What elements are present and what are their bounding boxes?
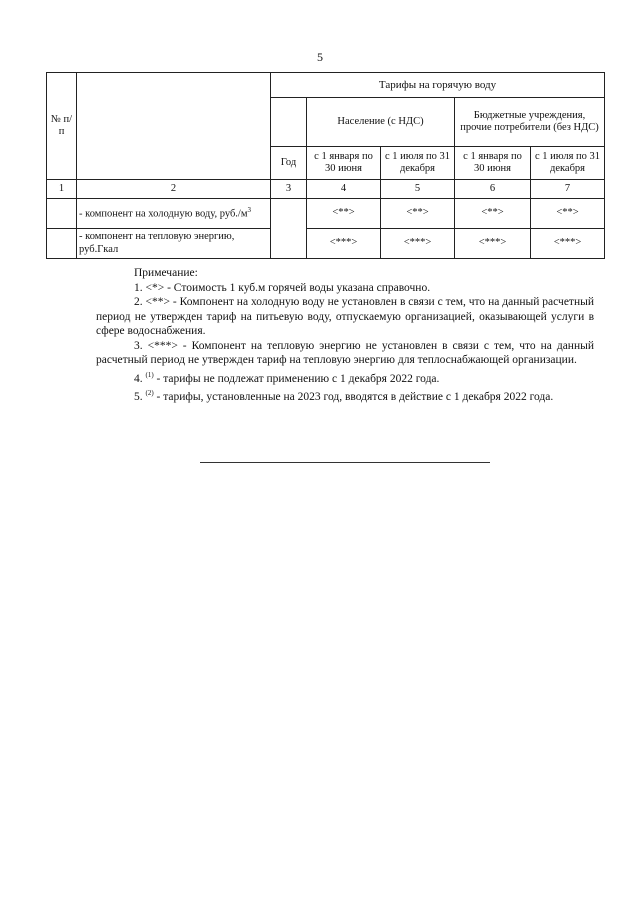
- note-item: [96, 368, 594, 386]
- value-cell: <**>: [455, 199, 531, 229]
- note-text: - тарифы не подлежат применению с 1 декабря 2022 года.: [153, 372, 440, 385]
- row-label-sup: 3: [247, 206, 251, 215]
- row-num-cell: [47, 199, 77, 229]
- row-label-text: - компонент на холодную воду, руб./м: [79, 208, 248, 220]
- column-number: 5: [381, 180, 455, 199]
- note-item: 1. <*> - Стоимость 1 куб.м горячей воды указана справочно.: [134, 281, 431, 294]
- tariff-table: [46, 72, 605, 259]
- column-number: 1: [47, 180, 77, 199]
- notes-section: [96, 266, 594, 404]
- note-number: 4.: [134, 372, 143, 385]
- period-header: с 1 января по 30 июня: [455, 147, 531, 180]
- value-cell: <***>: [455, 229, 531, 259]
- note-sup: (1): [145, 370, 154, 379]
- column-number: 4: [307, 180, 381, 199]
- column-number: 7: [531, 180, 605, 199]
- note-item: 2. <**> - Компонент на холодную воду не установлен в связи с тем, что на данный расчетный период не утвержден тариф на питьевую воду, отпускаемую организацией, оказывающей услуги в сфере водоснабжения.: [96, 296, 594, 337]
- main-header: Тарифы на горячую воду: [271, 73, 605, 98]
- note-number: 5.: [134, 390, 143, 403]
- col-num-header: № п/п: [47, 73, 77, 180]
- page-number: 5: [317, 50, 323, 64]
- group-population: Население (с НДС): [307, 98, 455, 147]
- col-label-header: [77, 73, 271, 180]
- value-cell: <***>: [381, 229, 455, 259]
- year-cell: [271, 199, 307, 259]
- period-header: с 1 января по 30 июня: [307, 147, 381, 180]
- notes-title: Примечание:: [134, 267, 198, 279]
- note-item: 3. <***> - Компонент на тепловую энергию не установлен в связи с тем, что на данный расчетный период не утвержден тариф на тепловую энергию для теплоснабжающей организации.: [96, 339, 594, 366]
- column-number: 3: [271, 180, 307, 199]
- note-text: - тарифы, установленные на 2023 год, вводятся в действие с 1 декабря 2022 года.: [153, 390, 554, 403]
- group-budget: Бюджетные учреждения, прочие потребители (без НДС): [455, 98, 605, 147]
- note-sup: (2): [145, 388, 154, 397]
- year-header: Год: [271, 147, 307, 180]
- value-cell: <**>: [381, 199, 455, 229]
- value-cell: <**>: [531, 199, 605, 229]
- year-blank-cell: [271, 98, 307, 147]
- period-header: с 1 июля по 31 декабря: [381, 147, 455, 180]
- row-label: [77, 199, 271, 229]
- row-num-cell: [47, 229, 77, 259]
- table-row: [47, 199, 605, 229]
- footer-divider: [200, 462, 490, 463]
- value-cell: <***>: [531, 229, 605, 259]
- table-row: [47, 229, 605, 259]
- column-number: 2: [77, 180, 271, 199]
- note-item: [96, 386, 594, 404]
- column-number: 6: [455, 180, 531, 199]
- value-cell: <**>: [307, 199, 381, 229]
- row-label: - компонент на тепловую энергию, руб.Гкал: [77, 229, 271, 259]
- period-header: с 1 июля по 31 декабря: [531, 147, 605, 180]
- value-cell: <***>: [307, 229, 381, 259]
